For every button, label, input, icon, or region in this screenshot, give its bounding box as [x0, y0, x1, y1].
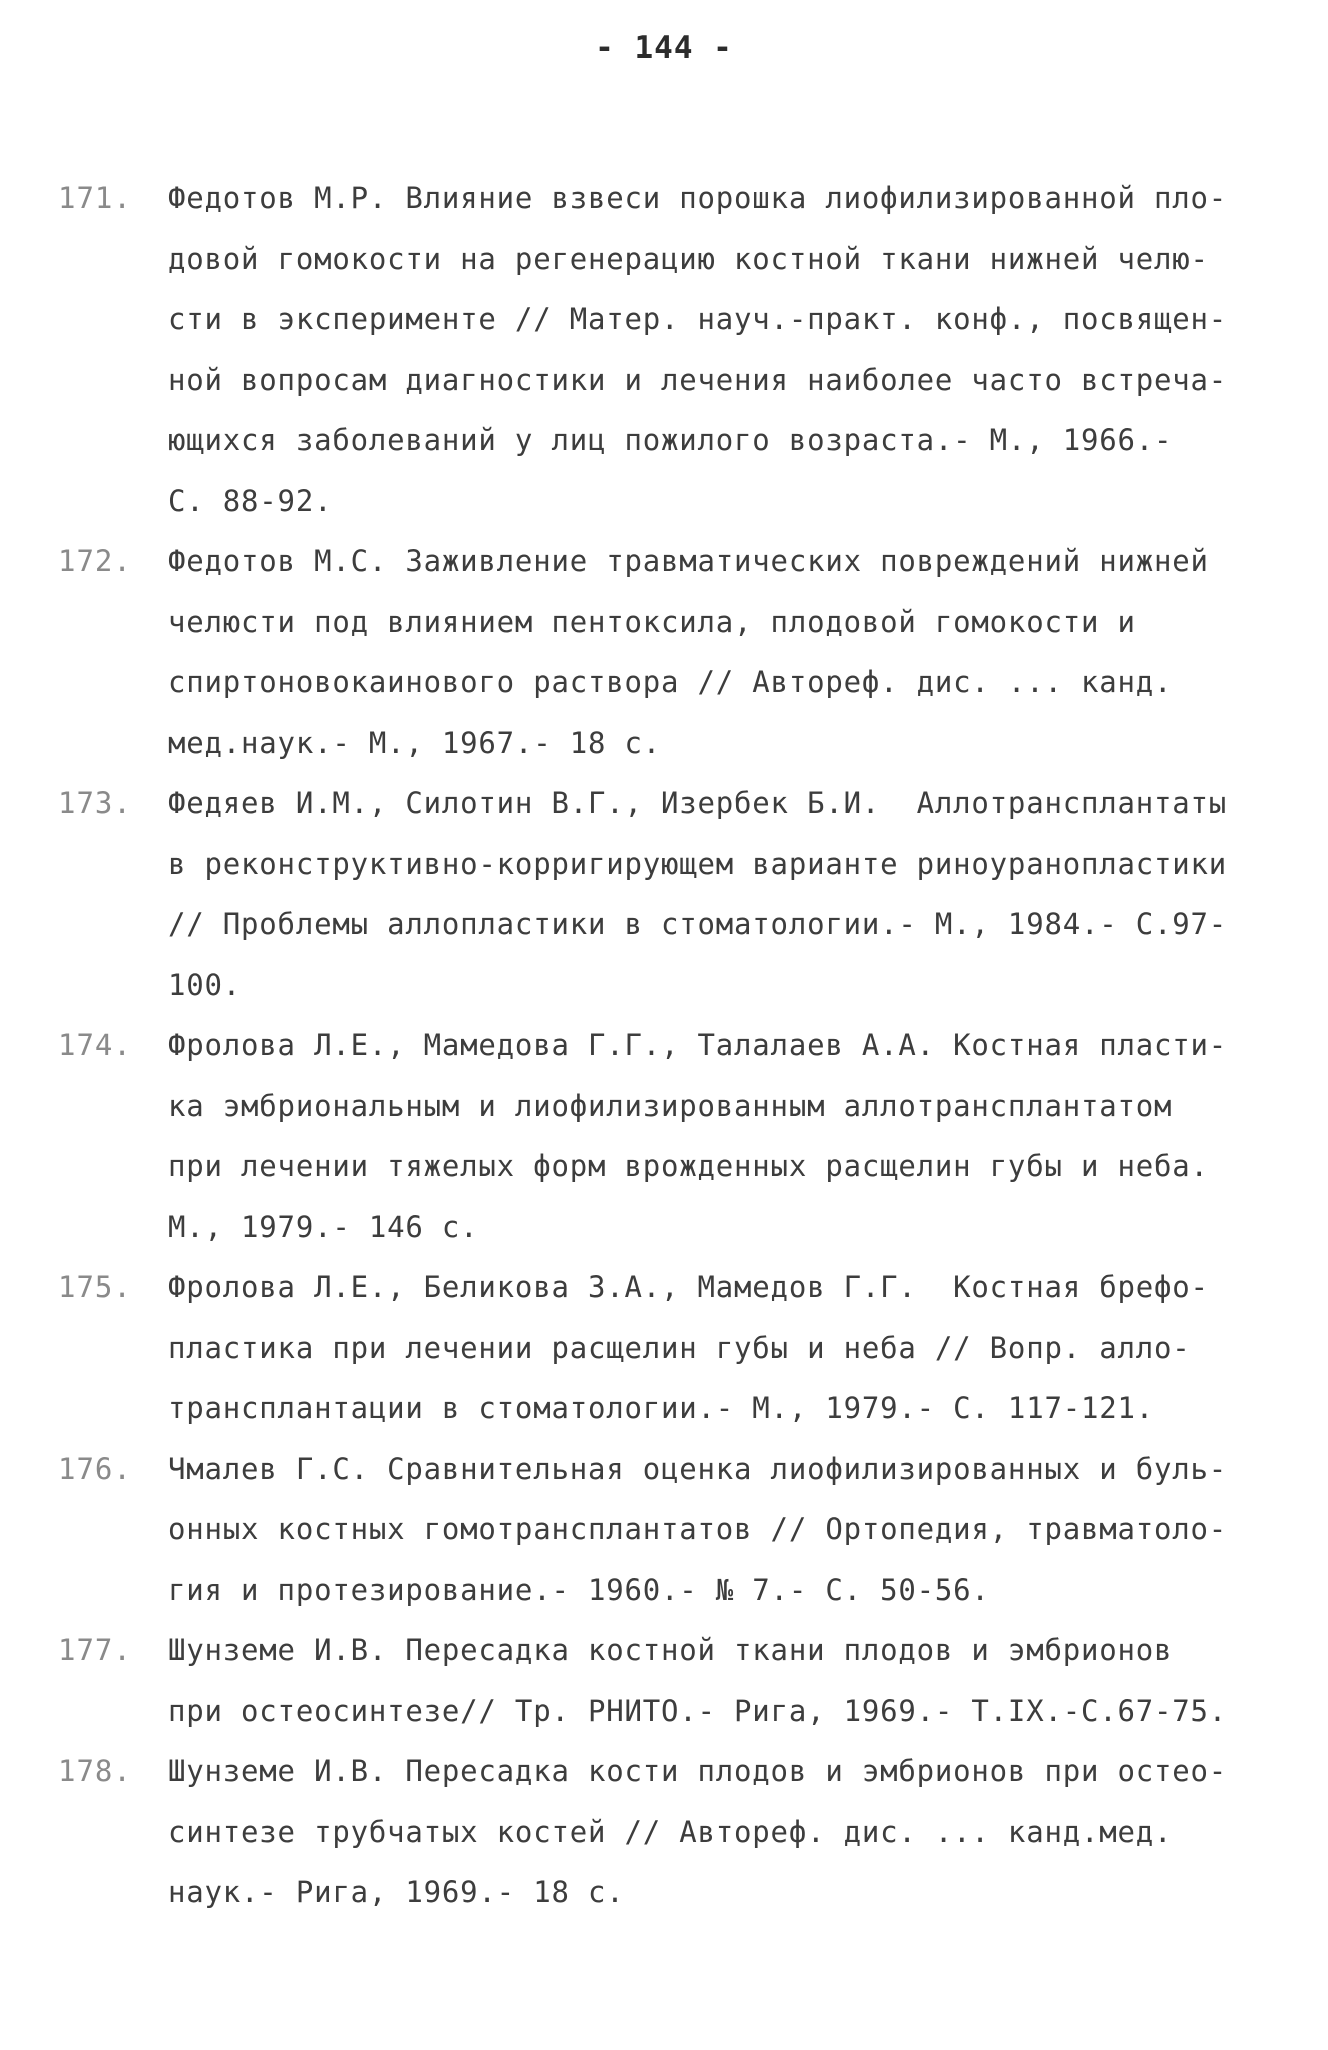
reference-line: пластика при лечении расщелин губы и неба // Вопр. алло-	[168, 1330, 1191, 1365]
page-number: - 144 -	[595, 30, 733, 66]
reference-number: 175.	[58, 1270, 132, 1304]
reference-entry	[58, 1741, 1280, 1923]
reference-text	[168, 1741, 1280, 1923]
reference-line: Фролова Л.Е., Мамедова Г.Г., Талалаев А.А. Костная пласти-	[168, 1028, 1228, 1062]
reference-line: синтезе трубчатых костей // Автореф. дис. ... канд.мед.	[168, 1814, 1173, 1849]
reference-line: Шунземе И.В. Пересадка кости плодов и эмбрионов при остео-	[168, 1754, 1228, 1788]
reference-line: челюсти под влиянием пентоксила, плодовой гомокости и	[168, 604, 1136, 639]
reference-line: Федотов М.Р. Влияние взвеси порошка лиофилизированной пло-	[168, 181, 1228, 215]
reference-entry	[58, 1015, 1280, 1257]
reference-line: Шунземе И.В. Пересадка костной ткани плодов и эмбрионов	[168, 1633, 1173, 1667]
reference-line: Чмалев Г.С. Сравнительная оценка лиофилизированных и буль-	[168, 1451, 1228, 1486]
reference-line: при остеосинтезе// Тр. РНИТО.- Рига, 1969.- Т.IX.-С.67-75.	[168, 1693, 1228, 1728]
reference-text	[168, 1015, 1280, 1257]
reference-line: онных костных гомотрансплантатов // Ортопедия, травматоло-	[168, 1512, 1228, 1546]
reference-list	[58, 168, 1280, 1923]
reference-number: 172.	[58, 544, 132, 578]
reference-line: довой гомокости на регенерацию костной ткани нижней челю-	[168, 241, 1209, 276]
reference-line: при лечении тяжелых форм врожденных расщелин губы и неба.	[168, 1149, 1209, 1183]
reference-line: Фролова Л.Е., Беликова З.А., Мамедов Г.Г. Костная брефо-	[168, 1270, 1209, 1304]
reference-text	[168, 168, 1280, 531]
reference-line: С. 88-92.	[168, 483, 333, 518]
reference-line: Федяев И.М., Силотин В.Г., Изербек Б.И. Аллотрансплантаты	[168, 786, 1228, 820]
reference-line: мед.наук.- М., 1967.- 18 с.	[168, 725, 662, 760]
reference-number: 174.	[58, 1028, 132, 1062]
reference-entry	[58, 1620, 1280, 1741]
reference-line: сти в эксперименте // Матер. науч.-практ. конф., посвящен-	[168, 302, 1228, 336]
reference-line: Федотов М.С. Заживление травматических повреждений нижней	[168, 544, 1209, 578]
reference-line: // Проблемы аллопластики в стоматологии.- М., 1984.- С.97-	[168, 907, 1228, 941]
reference-entry	[58, 1257, 1280, 1439]
reference-text	[168, 1620, 1280, 1741]
reference-text	[168, 1257, 1280, 1439]
reference-line: ющихся заболеваний у лиц пожилого возраста.- М., 1966.-	[168, 423, 1173, 457]
reference-line: ной вопросам диагностики и лечения наиболее часто встреча-	[168, 362, 1228, 397]
reference-line: гия и протезирование.- 1960.- № 7.- С. 50-56.	[168, 1572, 990, 1607]
reference-line: наук.- Рига, 1969.- 18 с.	[168, 1875, 625, 1909]
reference-line: в реконструктивно-корригирующем варианте риноуранопластики	[168, 846, 1228, 881]
reference-entry	[58, 773, 1280, 1015]
reference-line: ка эмбриональным и лиофилизированным аллотрансплантатом	[168, 1088, 1173, 1123]
reference-number: 176.	[58, 1451, 132, 1486]
reference-number: 173.	[58, 786, 132, 820]
reference-number: 178.	[58, 1754, 132, 1788]
reference-text	[168, 531, 1280, 773]
reference-number: 177.	[58, 1633, 132, 1667]
reference-line: спиртоновокаинового раствора // Автореф. дис. ... канд.	[168, 665, 1173, 699]
reference-text	[168, 1439, 1280, 1621]
reference-entry	[58, 531, 1280, 773]
reference-entry	[58, 168, 1280, 531]
reference-line: 100.	[168, 967, 242, 1002]
reference-text	[168, 773, 1280, 1015]
reference-line: трансплантации в стоматологии.- М., 1979.- С. 117-121.	[168, 1391, 1155, 1425]
reference-line: М., 1979.- 146 с.	[168, 1209, 479, 1244]
reference-entry	[58, 1439, 1280, 1621]
reference-number: 171.	[58, 181, 132, 215]
